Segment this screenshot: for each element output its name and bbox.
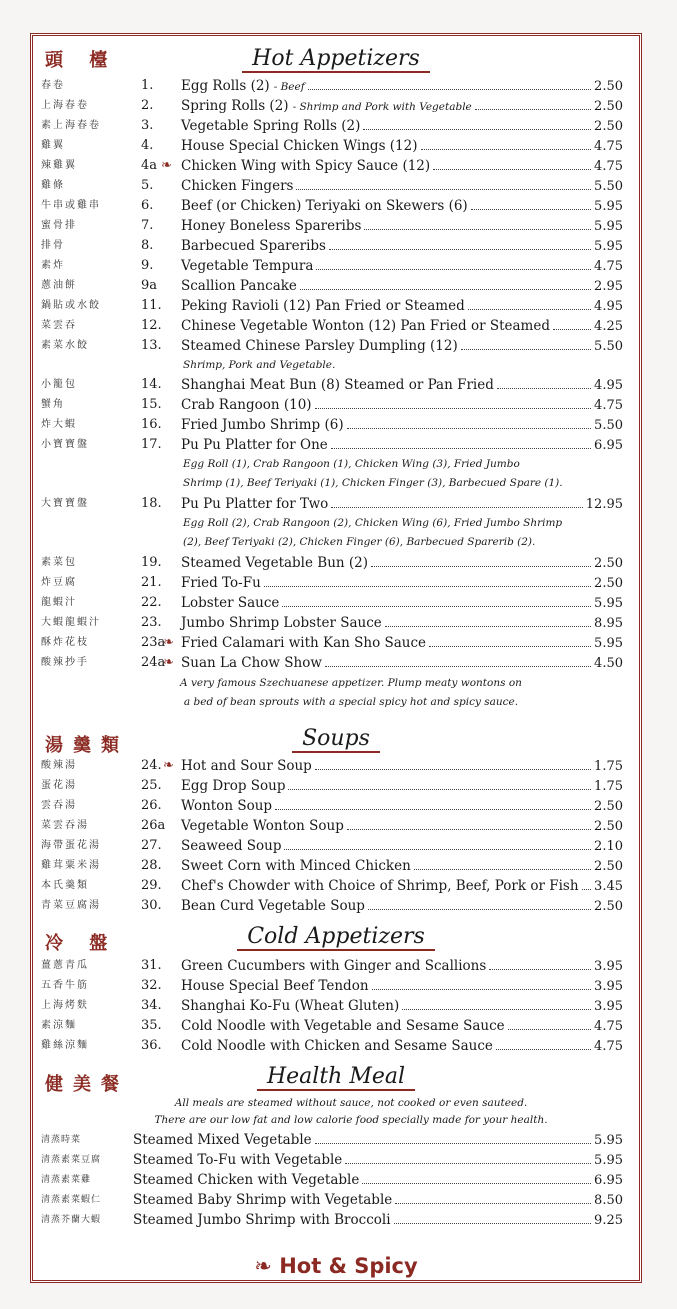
item-number: 26a (141, 818, 166, 833)
item-cn-name: 清蒸素菜豆腐 (41, 1155, 102, 1165)
dot-leader (395, 1191, 591, 1204)
item-price: 4.50 (594, 656, 623, 671)
dot-leader (315, 1131, 591, 1144)
item-cn-name: 雞條 (41, 180, 65, 191)
item-price: 5.95 (594, 199, 623, 214)
item-name: Vegetable Tempura (181, 258, 314, 274)
item-cn-name: 清蒸素菜蝦仁 (41, 1195, 102, 1205)
item-price: 1.75 (594, 779, 623, 794)
item-price: 4.25 (594, 319, 623, 334)
item-name: Steamed Vegetable Bun (2) (181, 555, 369, 571)
dot-leader (325, 654, 591, 667)
item-cn-name: 素菜水餃 (41, 340, 89, 351)
menu-item-row (33, 996, 645, 1016)
dot-leader (475, 97, 591, 110)
item-number: 34. (141, 998, 162, 1013)
menu-item-row (33, 896, 645, 916)
menu-item-row (33, 1036, 645, 1056)
dot-leader (300, 277, 591, 290)
dot-leader (429, 634, 591, 647)
item-name: Fried To-Fu (181, 575, 261, 591)
item-name: Sweet Corn with Minced Chicken (181, 858, 411, 874)
menu-item-row (33, 116, 645, 136)
item-price: 3.45 (594, 879, 623, 894)
item-price: 1.75 (594, 759, 623, 774)
dot-leader (496, 1037, 591, 1050)
menu-item-row (33, 76, 645, 96)
menu-item-row (33, 1130, 645, 1150)
item-number: 4a (141, 158, 158, 173)
dot-leader (296, 177, 591, 190)
item-cn-name: 炸大蝦 (41, 419, 77, 430)
item-price: 4.75 (594, 398, 623, 413)
item-price: 2.50 (594, 859, 623, 874)
menu-item-row (33, 336, 645, 356)
item-price: 12.95 (585, 497, 623, 512)
item-cn-name: 春卷 (41, 80, 65, 91)
item-description: Shrimp, Pork and Vegetable. (183, 359, 336, 371)
item-cn-name: 素涼麵 (41, 1020, 77, 1031)
item-cn-name: 菜雲吞 (41, 320, 77, 331)
menu-item-row (33, 856, 645, 876)
menu-item-row (33, 756, 645, 776)
item-cn-name: 雲吞湯 (41, 800, 77, 811)
item-number: 12. (141, 318, 162, 333)
pepper-icon: ❧ (254, 1254, 272, 1278)
menu-item-row (33, 316, 645, 336)
item-number: 7. (141, 218, 154, 233)
item-name: Fried Calamari with Kan Sho Sauce (181, 635, 427, 651)
item-cn-name: 清蒸時菜 (41, 1135, 82, 1145)
item-cn-name: 上海烤麩 (41, 1000, 89, 1011)
dot-leader (288, 777, 591, 790)
menu-item-row (33, 1170, 645, 1190)
item-cn-name: 蟹角 (41, 399, 65, 410)
item-number: 25. (141, 778, 162, 793)
item-price: 5.95 (594, 636, 623, 651)
item-number: 24a (141, 655, 166, 670)
item-name: Chef's Chowder with Choice of Shrimp, Beef, Pork or Fish (181, 878, 579, 894)
item-name: Pu Pu Platter for Two (181, 496, 329, 512)
item-number: 27. (141, 838, 162, 853)
item-price: 4.75 (594, 259, 623, 274)
item-cn-name: 酸辣湯 (41, 760, 77, 771)
menu-item-row (33, 876, 645, 896)
item-number: 22. (141, 595, 162, 610)
menu-item-row (33, 136, 645, 156)
item-number: 16. (141, 417, 162, 432)
item-number: 15. (141, 397, 162, 412)
item-cn-name: 清蒸芥蘭大蝦 (41, 1215, 102, 1225)
item-name: Green Cucumbers with Ginger and Scallions (181, 958, 487, 974)
dot-leader (582, 877, 592, 890)
menu-item-row (33, 653, 645, 673)
item-name: Suan La Chow Show (181, 655, 322, 671)
menu-item-row (33, 176, 645, 196)
menu-item-row (33, 296, 645, 316)
item-number: 6. (141, 198, 154, 213)
menu-item-row (33, 976, 645, 996)
dot-leader (497, 376, 591, 389)
menu-item-row (33, 553, 645, 573)
item-name: Bean Curd Vegetable Soup (181, 898, 365, 914)
item-name: Beef (or Chicken) Teriyaki on Skewers (6) (181, 198, 468, 214)
menu-item-row (33, 236, 645, 256)
dot-leader (402, 997, 591, 1010)
menu-item-row (33, 1210, 645, 1230)
dot-leader (368, 897, 591, 910)
dot-leader (315, 757, 591, 770)
item-cn-name: 小寶寶盤 (41, 439, 89, 450)
menu-item-row (33, 256, 645, 276)
soups-cn-heading: 湯羹類 (45, 735, 129, 756)
pepper-icon: ❧ (163, 635, 174, 650)
cold-appetizers-title: Cold Appetizers (33, 924, 639, 951)
menu-item-row (33, 494, 645, 514)
item-price: 5.95 (594, 596, 623, 611)
menu-item-row (33, 776, 645, 796)
item-number: 19. (141, 555, 162, 570)
item-name: Chicken Fingers (181, 178, 294, 194)
cold-appetizers-cn-heading: 冷 盤 (45, 933, 118, 954)
item-cn-name: 炸豆腐 (41, 577, 77, 588)
dot-leader (275, 797, 591, 810)
item-price: 2.50 (594, 119, 623, 134)
dot-leader (347, 416, 591, 429)
menu-item-row (33, 96, 645, 116)
dot-leader (315, 396, 591, 409)
item-name: Chicken Wing with Spicy Sauce (12) (181, 158, 431, 174)
item-number: 31. (141, 958, 162, 973)
item-price: 3.95 (594, 979, 623, 994)
item-cn-name: 小籠包 (41, 379, 77, 390)
menu-item-row (33, 956, 645, 976)
dot-leader (331, 495, 583, 508)
item-name: Spring Rolls (2) (181, 98, 289, 114)
item-name: Steamed Baby Shrimp with Vegetable (133, 1192, 393, 1208)
soups-title: Soups (33, 726, 639, 753)
item-number: 17. (141, 437, 162, 452)
item-number: 4. (141, 138, 154, 153)
item-number: 30. (141, 898, 162, 913)
dot-leader (347, 817, 591, 830)
dot-leader (394, 1211, 592, 1224)
item-cn-name: 蜜骨排 (41, 220, 77, 231)
item-name: Pu Pu Platter for One (181, 437, 328, 453)
item-name: Steamed Chicken with Vegetable (133, 1172, 360, 1188)
item-cn-name: 辣雞翼 (41, 160, 77, 171)
item-number: 9a (141, 278, 158, 293)
item-number: 29. (141, 878, 162, 893)
dot-leader (433, 157, 591, 170)
item-cn-name: 雞翼 (41, 140, 65, 151)
item-number: 28. (141, 858, 162, 873)
item-price: 5.95 (594, 219, 623, 234)
dot-leader (553, 317, 591, 330)
item-cn-name: 大蝦龍蝦汁 (41, 617, 101, 628)
item-cn-name: 青菜豆腐湯 (41, 900, 101, 911)
item-number: 23a (141, 635, 166, 650)
item-price: 5.50 (594, 339, 623, 354)
item-price: 4.95 (594, 299, 623, 314)
dot-leader (468, 297, 591, 310)
item-price: 2.95 (594, 279, 623, 294)
dot-leader (508, 1017, 591, 1030)
item-number: 13. (141, 338, 162, 353)
item-subtitle: - Shrimp and Pork with Vegetable (292, 101, 472, 113)
menu-item-row (33, 395, 645, 415)
item-name: Shanghai Ko-Fu (Wheat Gluten) (181, 998, 400, 1014)
item-cn-name: 雞絲涼麵 (41, 1040, 89, 1051)
item-name: Egg Rolls (2) (181, 78, 270, 94)
hot-appetizers-cn-heading: 頭 檯 (45, 50, 118, 71)
item-price: 6.95 (594, 438, 623, 453)
item-number: 18. (141, 496, 162, 511)
menu-item-row (33, 276, 645, 296)
item-cn-name: 蔥油餅 (41, 280, 77, 291)
item-price: 5.95 (594, 1133, 623, 1148)
menu-item-row (33, 593, 645, 613)
item-cn-name: 鍋貼或水餃 (41, 300, 101, 311)
menu-item-row (33, 613, 645, 633)
pepper-icon: ❧ (163, 758, 174, 773)
dot-leader (308, 77, 591, 90)
item-cn-name: 雞茸粟米湯 (41, 860, 101, 871)
dot-leader (363, 117, 591, 130)
menu-item-row (33, 633, 645, 653)
item-price: 4.75 (594, 1039, 623, 1054)
item-price: 4.75 (594, 139, 623, 154)
item-description: A very famous Szechuanese appetizer. Plump meaty wontons on (180, 677, 522, 689)
item-name: Shanghai Meat Bun (8) Steamed or Pan Fried (181, 377, 494, 393)
item-name: Fried Jumbo Shrimp (6) (181, 417, 344, 433)
item-number: 24. (141, 758, 162, 773)
item-price: 8.50 (594, 1193, 623, 1208)
item-name: Steamed Jumbo Shrimp with Broccoli (133, 1212, 391, 1228)
menu-item-row (33, 573, 645, 593)
hot-appetizers-title: Hot Appetizers (33, 46, 639, 73)
dot-leader (284, 837, 591, 850)
item-cn-name: 酥炸花枝 (41, 637, 89, 648)
menu-item-row (33, 1190, 645, 1210)
pepper-icon: ❧ (161, 158, 172, 173)
item-number: 26. (141, 798, 162, 813)
dot-leader (362, 1171, 591, 1184)
health-meal-title: Health Meal (33, 1064, 639, 1091)
item-price: 2.50 (594, 899, 623, 914)
menu-item-row (33, 1016, 645, 1036)
item-name: Steamed Chinese Parsley Dumpling (12) (181, 338, 458, 354)
item-price: 2.50 (594, 799, 623, 814)
item-name: Cold Noodle with Chicken and Sesame Sauce (181, 1038, 493, 1054)
item-name: Crab Rangoon (10) (181, 397, 312, 413)
item-cn-name: 牛串或雞串 (41, 200, 101, 211)
item-price: 5.95 (594, 239, 623, 254)
item-price: 8.95 (594, 616, 623, 631)
dot-leader (461, 337, 591, 350)
dot-leader (385, 614, 591, 627)
health-note-1: All meals are steamed without sauce, not cooked or even sauteed. (174, 1097, 528, 1109)
menu-item-row (33, 435, 645, 455)
item-number: 1. (141, 78, 154, 93)
item-name: Lobster Sauce (181, 595, 280, 611)
item-number: 3. (141, 118, 154, 133)
item-price: 3.95 (594, 959, 623, 974)
item-number: 32. (141, 978, 162, 993)
item-name: House Special Chicken Wings (12) (181, 138, 418, 154)
dot-leader (414, 857, 591, 870)
item-description: a bed of bean sprouts with a special spicy hot and spicy sauce. (183, 696, 519, 708)
item-cn-name: 本氏羹類 (41, 880, 89, 891)
item-description: (2), Beef Teriyaki (2), Chicken Finger (6), Barbecued Sparerib (2). (183, 536, 536, 548)
item-price: 3.95 (594, 999, 623, 1014)
item-description: Egg Roll (2), Crab Rangoon (2), Chicken Wing (6), Fried Jumbo Shrimp (183, 517, 563, 529)
menu-item-row (33, 1150, 645, 1170)
item-name: Seaweed Soup (181, 838, 282, 854)
item-name: Wonton Soup (181, 798, 273, 814)
health-meal-cn-heading: 健美餐 (45, 1074, 129, 1095)
item-cn-name: 素上海春卷 (41, 120, 101, 131)
item-name: Egg Drop Soup (181, 778, 286, 794)
item-price: 9.25 (594, 1213, 623, 1228)
item-cn-name: 菜雲吞湯 (41, 820, 89, 831)
menu-item-row (33, 836, 645, 856)
item-price: 2.50 (594, 99, 623, 114)
item-number: 11. (141, 298, 162, 313)
item-description: Shrimp (1), Beef Teriyaki (1), Chicken Finger (3), Barbecued Spare (1). (183, 477, 563, 489)
item-name: Honey Boneless Spareribs (181, 218, 362, 234)
menu-item-row (33, 156, 645, 176)
item-name: Peking Ravioli (12) Pan Fried or Steamed (181, 298, 465, 314)
item-cn-name: 排骨 (41, 240, 65, 251)
item-name: Scallion Pancake (181, 278, 297, 294)
item-cn-name: 大寶寶盤 (41, 498, 89, 509)
menu-item-row (33, 196, 645, 216)
item-cn-name: 素炸 (41, 260, 65, 271)
item-number: 2. (141, 98, 154, 113)
item-number: 14. (141, 377, 162, 392)
item-cn-name: 上海春卷 (41, 100, 89, 111)
item-name: Cold Noodle with Vegetable and Sesame Sauce (181, 1018, 505, 1034)
dot-leader (372, 977, 592, 990)
item-number: 23. (141, 615, 162, 630)
item-number: 5. (141, 178, 154, 193)
item-price: 2.50 (594, 819, 623, 834)
item-cn-name: 清蒸素菜雞 (41, 1175, 92, 1185)
dot-leader (329, 237, 591, 250)
item-number: 9. (141, 258, 154, 273)
item-price: 4.75 (594, 1019, 623, 1034)
item-name: Steamed Mixed Vegetable (133, 1132, 312, 1148)
item-cn-name: 龍蝦汁 (41, 597, 77, 608)
item-price: 6.95 (594, 1173, 623, 1188)
menu-item-row (33, 375, 645, 395)
hot-spicy-legend: ❧ Hot & Spicy (254, 1254, 418, 1278)
item-cn-name: 薑蔥青瓜 (41, 960, 89, 971)
health-note-2: There are our low fat and low calorie food specially made for your health. (154, 1114, 548, 1126)
dot-leader (371, 554, 591, 567)
dot-leader (489, 957, 591, 970)
menu-item-row (33, 816, 645, 836)
item-cn-name: 五香牛筋 (41, 980, 89, 991)
item-name: Hot and Sour Soup (181, 758, 312, 774)
item-number: 35. (141, 1018, 162, 1033)
dot-leader (345, 1151, 591, 1164)
item-name: Chinese Vegetable Wonton (12) Pan Fried or Steamed (181, 318, 550, 334)
item-name: Barbecued Spareribs (181, 238, 326, 254)
item-number: 8. (141, 238, 154, 253)
item-description: Egg Roll (1), Crab Rangoon (1), Chicken Wing (3), Fried Jumbo (183, 458, 520, 470)
menu-item-row (33, 796, 645, 816)
item-name: House Special Beef Tendon (181, 978, 369, 994)
dot-leader (421, 137, 592, 150)
item-subtitle: - Beef (273, 81, 305, 93)
item-name: Vegetable Wonton Soup (181, 818, 344, 834)
dot-leader (282, 594, 591, 607)
item-price: 2.50 (594, 576, 623, 591)
dot-leader (331, 436, 591, 449)
menu-item-row (33, 216, 645, 236)
item-name: Jumbo Shrimp Lobster Sauce (181, 615, 382, 631)
menu-page (30, 33, 642, 1283)
item-cn-name: 蛋花湯 (41, 780, 77, 791)
pepper-icon: ❧ (163, 655, 174, 670)
item-cn-name: 酸辣抄手 (41, 657, 89, 668)
item-price: 4.95 (594, 378, 623, 393)
item-price: 2.50 (594, 79, 623, 94)
dot-leader (364, 217, 591, 230)
item-cn-name: 素菜包 (41, 557, 77, 568)
item-number: 36. (141, 1038, 162, 1053)
item-price: 5.95 (594, 1153, 623, 1168)
dot-leader (264, 574, 591, 587)
item-price: 2.50 (594, 556, 623, 571)
item-cn-name: 海帶蛋花湯 (41, 840, 101, 851)
item-price: 4.75 (594, 159, 623, 174)
item-price: 5.50 (594, 179, 623, 194)
item-name: Vegetable Spring Rolls (2) (181, 118, 361, 134)
item-price: 2.10 (594, 839, 623, 854)
item-name: Steamed To-Fu with Vegetable (133, 1152, 343, 1168)
item-price: 5.50 (594, 418, 623, 433)
dot-leader (316, 257, 591, 270)
dot-leader (471, 197, 591, 210)
menu-item-row (33, 415, 645, 435)
item-number: 21. (141, 575, 162, 590)
